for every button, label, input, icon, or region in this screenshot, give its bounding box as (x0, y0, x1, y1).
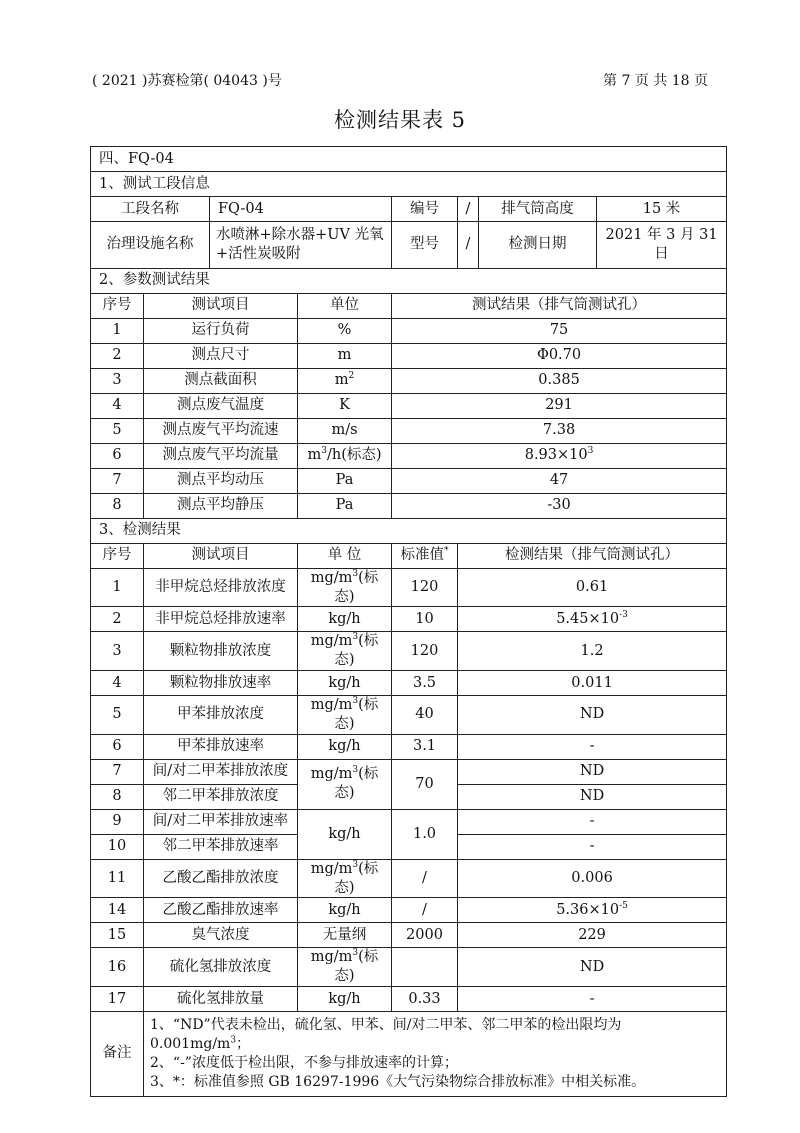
table-row (91, 632, 727, 671)
unit: 无量纲 (298, 923, 392, 948)
standard-value: / (392, 898, 458, 923)
test-item: 测点尺寸 (144, 343, 298, 368)
row-number: 16 (91, 948, 144, 987)
column-header: 测试项目 (144, 293, 298, 318)
row-number: 1 (91, 318, 144, 343)
test-result: ND (458, 784, 727, 809)
row-number: 9 (91, 809, 144, 834)
params-heading: 2、参数测试结果 (91, 268, 727, 293)
test-item: 测点平均动压 (144, 468, 298, 493)
unit: kg/h (298, 671, 392, 696)
table-row (91, 493, 727, 518)
test-item: 甲苯排放浓度 (144, 696, 298, 735)
info-label: 编号 (392, 197, 458, 222)
test-item: 测点平均静压 (144, 493, 298, 518)
table-row (91, 671, 727, 696)
unit: kg/h (298, 607, 392, 632)
table-row (91, 809, 727, 834)
row-number: 3 (91, 368, 144, 393)
test-result: 0.385 (392, 368, 727, 393)
unit: $mg/m^3$(标态) (298, 568, 392, 607)
row-number: 5 (91, 696, 144, 735)
table-row (91, 923, 727, 948)
row-number: 8 (91, 493, 144, 518)
test-result: $8.93\times 10^3$ (392, 443, 727, 468)
unit: m (298, 343, 392, 368)
test-item: 间/对二甲苯排放浓度 (144, 759, 298, 784)
row-number: 4 (91, 393, 144, 418)
column-header: 测试项目 (144, 543, 298, 568)
table-row (91, 734, 727, 759)
test-result: 47 (392, 468, 727, 493)
test-result: $5.45\times 10^{-3}$ (458, 607, 727, 632)
test-item: 间/对二甲苯排放速率 (144, 809, 298, 834)
test-result: 0.61 (458, 568, 727, 607)
row-number: 17 (91, 987, 144, 1012)
table-row (91, 859, 727, 898)
standard-value: 40 (392, 696, 458, 735)
row-number: 15 (91, 923, 144, 948)
column-header: 序号 (91, 293, 144, 318)
standard-value: 0.33 (392, 987, 458, 1012)
unit: kg/h (298, 987, 392, 1012)
row-number: 7 (91, 468, 144, 493)
row-number: 5 (91, 418, 144, 443)
test-item: 乙酸乙酯排放速率 (144, 898, 298, 923)
unit: m/s (298, 418, 392, 443)
row-number: 8 (91, 784, 144, 809)
table-row (91, 343, 727, 368)
page-title: 检测结果表 5 (333, 108, 467, 132)
row-number: 2 (91, 607, 144, 632)
test-result: 75 (392, 318, 727, 343)
test-result: ND (458, 948, 727, 987)
info-value: 15 米 (597, 197, 727, 222)
standard-value: 70 (392, 759, 458, 809)
standard-value: 120 (392, 568, 458, 607)
notes-text: 1、“ND”代表未检出，硫化氢、甲苯、间/对二甲苯、邻二甲苯的检出限均为$0.001mg/m^3$； 2、“-”浓度低于检出限，不参与排放速率的计算； 3、*：标准值参照 GB 16297-1996《大气污染物综合排放标准》中相关标准。 (144, 1012, 727, 1097)
table-row (91, 759, 727, 784)
test-result: 229 (458, 923, 727, 948)
row-number: 10 (91, 834, 144, 859)
test-result: 0.011 (458, 671, 727, 696)
info-value: / (458, 222, 479, 269)
info-label: 排气筒高度 (479, 197, 597, 222)
test-result: ND (458, 696, 727, 735)
test-result: - (458, 734, 727, 759)
test-item: 测点废气平均流速 (144, 418, 298, 443)
test-item: 非甲烷总烃排放速率 (144, 607, 298, 632)
row-number: 4 (91, 671, 144, 696)
test-item: 测点废气平均流量 (144, 443, 298, 468)
results-heading: 3、检测结果 (91, 518, 727, 543)
table-row (91, 443, 727, 468)
test-item: 颗粒物排放速率 (144, 671, 298, 696)
table-row (91, 468, 727, 493)
unit: K (298, 393, 392, 418)
test-result: -30 (392, 493, 727, 518)
column-header: 单 位 (298, 543, 392, 568)
standard-value: 1.0 (392, 809, 458, 859)
test-item: 臭气浓度 (144, 923, 298, 948)
test-item: 硫化氢排放量 (144, 987, 298, 1012)
table-row (91, 948, 727, 987)
unit: % (298, 318, 392, 343)
row-number: 2 (91, 343, 144, 368)
unit: Pa (298, 493, 392, 518)
row-number: 14 (91, 898, 144, 923)
unit: $mg/m^3$(标态) (298, 859, 392, 898)
row-number: 3 (91, 632, 144, 671)
unit: $m^3/h$(标态) (298, 443, 392, 468)
test-item: 邻二甲苯排放速率 (144, 834, 298, 859)
row-number: 11 (91, 859, 144, 898)
standard-value: 3.1 (392, 734, 458, 759)
unit: kg/h (298, 898, 392, 923)
standard-value: 120 (392, 632, 458, 671)
table-row (91, 393, 727, 418)
unit: $mg/m^3$(标态) (298, 759, 392, 809)
test-result: Φ0.70 (392, 343, 727, 368)
test-result: 1.2 (458, 632, 727, 671)
unit: $mg/m^3$(标态) (298, 696, 392, 735)
report-number: ( 2021 )苏赛检第( 04043 )号 (92, 73, 282, 89)
notes-label: 备注 (91, 1012, 144, 1097)
test-item: 颗粒物排放浓度 (144, 632, 298, 671)
test-result: - (458, 834, 727, 859)
info-value: 水喷淋+除水器+UV 光氧+活性炭吸附 (210, 222, 392, 269)
table-row (91, 568, 727, 607)
test-result: 7.38 (392, 418, 727, 443)
unit: $m^2$ (298, 368, 392, 393)
standard-value: 3.5 (392, 671, 458, 696)
info-label: 工段名称 (91, 197, 210, 222)
info-label: 治理设施名称 (91, 222, 210, 269)
unit: $mg/m^3$(标态) (298, 948, 392, 987)
table-row (91, 318, 727, 343)
unit: $mg/m^3$(标态) (298, 632, 392, 671)
column-header: 标准值* (392, 543, 458, 568)
standard-value (392, 948, 458, 987)
column-header: 测试结果（排气筒测试孔） (392, 293, 727, 318)
section-title: 四、FQ-04 (91, 147, 727, 172)
info-value: / (458, 197, 479, 222)
table-row (91, 418, 727, 443)
test-item: 非甲烷总烃排放浓度 (144, 568, 298, 607)
standard-value: 10 (392, 607, 458, 632)
table-row (91, 368, 727, 393)
standard-value: / (392, 859, 458, 898)
table-row (91, 987, 727, 1012)
test-item: 测点截面积 (144, 368, 298, 393)
column-header: 检测结果（排气筒测试孔） (458, 543, 727, 568)
test-result: - (458, 987, 727, 1012)
row-number: 6 (91, 443, 144, 468)
standard-value: 2000 (392, 923, 458, 948)
test-result: 0.006 (458, 859, 727, 898)
unit: Pa (298, 468, 392, 493)
test-item: 乙酸乙酯排放浓度 (144, 859, 298, 898)
test-result: 291 (392, 393, 727, 418)
test-item: 测点废气温度 (144, 393, 298, 418)
table-row (91, 696, 727, 735)
unit: kg/h (298, 734, 392, 759)
column-header: 单位 (298, 293, 392, 318)
table-row (91, 607, 727, 632)
page-indicator: 第 7 页 共 18 页 (603, 73, 708, 89)
test-result: - (458, 809, 727, 834)
test-item: 甲苯排放速率 (144, 734, 298, 759)
test-item: 运行负荷 (144, 318, 298, 343)
unit: kg/h (298, 809, 392, 859)
test-item: 硫化氢排放浓度 (144, 948, 298, 987)
table-row (91, 898, 727, 923)
row-number: 7 (91, 759, 144, 784)
test-item: 邻二甲苯排放浓度 (144, 784, 298, 809)
test-result: $5.36\times 10^{-5}$ (458, 898, 727, 923)
info-label: 检测日期 (479, 222, 597, 269)
info-value: FQ-04 (210, 197, 392, 222)
test-result: ND (458, 759, 727, 784)
row-number: 6 (91, 734, 144, 759)
row-number: 1 (91, 568, 144, 607)
info-heading: 1、测试工段信息 (91, 172, 727, 197)
info-value: 2021 年 3 月 31 日 (597, 222, 727, 269)
info-label: 型号 (392, 222, 458, 269)
column-header: 序号 (91, 543, 144, 568)
result-table (90, 146, 727, 1097)
